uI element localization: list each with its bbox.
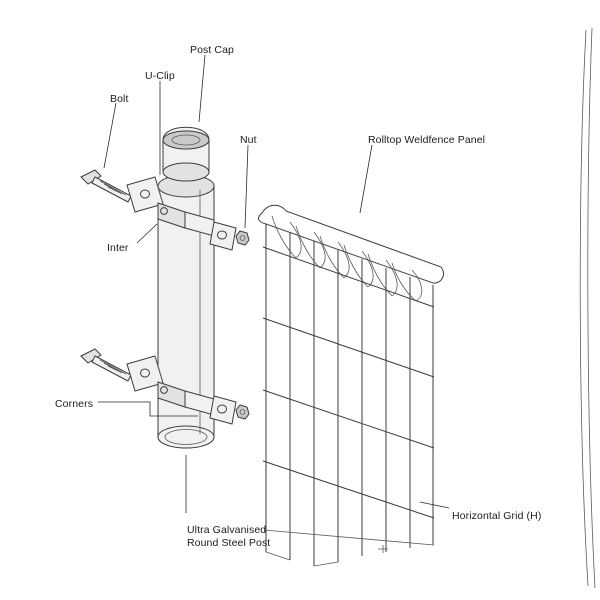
label-nut: Nut [240, 134, 257, 146]
label-bolt: Bolt [110, 93, 129, 105]
label-rolltop-panel: Rolltop Weldfence Panel [368, 134, 486, 146]
label-horizontal-grid: Horizontal Grid (H) [452, 510, 542, 522]
label-post-line-2: Round Steel Post [187, 537, 271, 549]
label-corners: Corners [55, 398, 94, 410]
label-post-cap: Post Cap [190, 44, 234, 56]
label-inter: Inter [107, 242, 129, 254]
label-post-line-1: Ultra Galvanised [187, 524, 267, 536]
label-u-clip: U-Clip [145, 70, 175, 82]
